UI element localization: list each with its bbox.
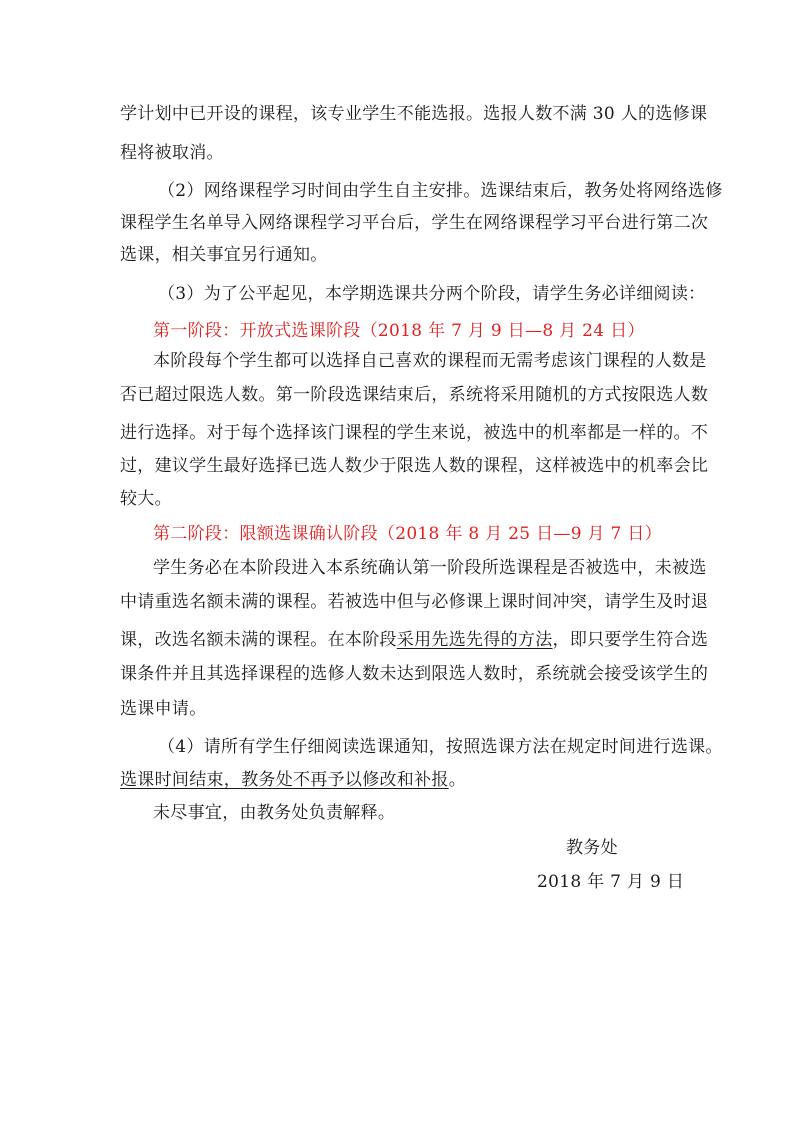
item-2-line: （2）网络课程学习时间由学生自主安排。选课结束后，教务处将网络选修: [158, 181, 723, 201]
underlined-text: 选课时间结束，教务处不再予以修改和补报: [120, 770, 449, 790]
stage-two-heading: 第二阶段：限额选课确认阶段（2018 年 8 月 25 日—9 月 7 日）: [153, 524, 662, 544]
paragraph-line: [120, 630, 708, 650]
paragraph-line: 课条件并且其选择课程的选修人数未达到限选人数时，系统就会接受该学生的: [120, 664, 709, 684]
paragraph-text: 。: [448, 770, 467, 790]
date: 2018 年 7 月 9 日: [537, 872, 685, 892]
paragraph-line: 中请重选名额未满的课程。若被选中但与必修课上课时间冲突，请学生及时退: [120, 592, 709, 612]
item-4-line: （4）请所有学生仔细阅读选课通知，按照选课方法在规定时间进行选课。: [158, 737, 723, 757]
underlined-text: 采用先选先得的方法: [396, 630, 553, 650]
paragraph-line: 进行选择。对于每个选择该门课程的学生来说，被选中的机率都是一样的。不: [120, 423, 709, 443]
paragraph-line: 学计划中已开设的课程，该专业学生不能选报。选报人数不满 30 人的选修课: [120, 104, 708, 124]
paragraph-line: [120, 770, 466, 790]
paragraph-line: 选课申请。: [120, 699, 207, 719]
paragraph-line: 课程学生名单导入网络课程学习平台后，学生在网络课程学习平台进行第二次: [120, 213, 709, 233]
paragraph-line: 较大。: [120, 489, 172, 509]
paragraph-text: ，即只要学生符合选: [552, 630, 709, 650]
paragraph-line: 本阶段每个学生都可以选择自己喜欢的课程而无需考虑该门课程的人数是: [153, 351, 707, 371]
closing-line: 未尽事宜，由教务处负责解释。: [153, 803, 396, 823]
paragraph-line: 选课，相关事宜另行通知。: [120, 245, 328, 265]
stage-one-heading: 第一阶段：开放式选课阶段（2018 年 7 月 9 日—8 月 24 日）: [153, 321, 645, 341]
paragraph-line: 否已超过限选人数。第一阶段选课结束后，系统将采用随机的方式按限选人数: [120, 385, 709, 405]
paragraph-line: 程将被取消。: [120, 143, 224, 163]
paragraph-line: 学生务必在本阶段进入本系统确认第一阶段所选课程是否被选中，未被选: [153, 558, 707, 578]
item-3-line: （3）为了公平起见，本学期选课共分两个阶段，请学生务必详细阅读：: [158, 284, 706, 304]
paragraph-text: 课，改选名额未满的课程。在本阶段: [120, 630, 397, 650]
paragraph-line: 过，建议学生最好选择已选人数少于限选人数的课程，这样被选中的机率会比: [120, 456, 709, 476]
signature: 教务处: [566, 838, 618, 858]
